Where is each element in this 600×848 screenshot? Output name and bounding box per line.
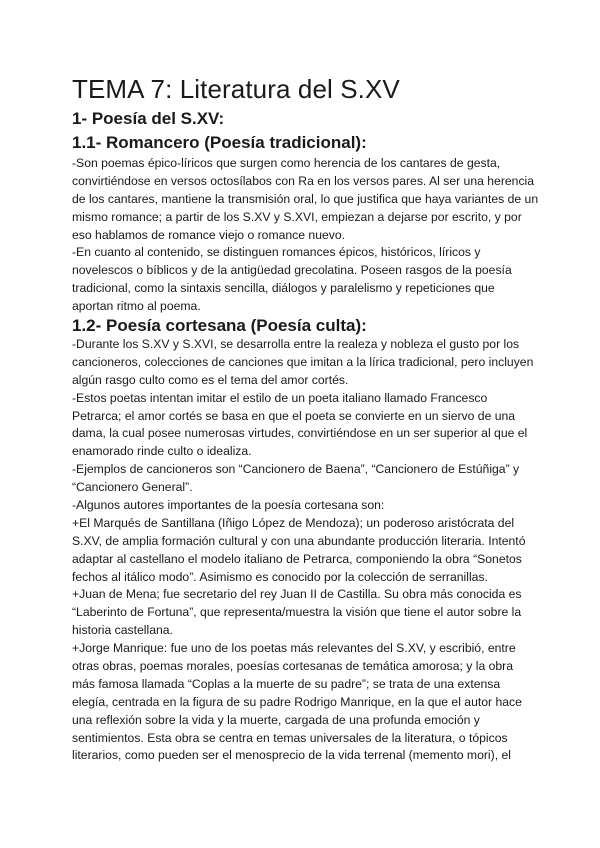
text-line: una reflexión sobre la vida y la muerte, cargada de una profunda emoción y bbox=[72, 712, 480, 727]
section-heading-poesia-sxv: 1- Poesía del S.XV: bbox=[72, 109, 225, 128]
text-line: -Algunos autores importantes de la poesía cortesana son: bbox=[72, 498, 385, 513]
text-line: “Cancionero General”. bbox=[72, 480, 193, 495]
text-line: -Ejemplos de cancioneros son “Cancionero de Baena”, “Cancionero de Estúñiga” y bbox=[72, 462, 520, 477]
text-line: fechos al itálico modo”. Asimismo es conocido por la colección de serranillas. bbox=[72, 569, 488, 584]
text-line: algún rasgo culto como es el tema del amor cortés. bbox=[72, 372, 349, 387]
text-line: más famosa llamada “Coplas a la muerte de su padre”; se trata de una extensa bbox=[72, 676, 501, 691]
page-title: TEMA 7: Literatura del S.XV bbox=[72, 74, 400, 104]
text-line: -En cuanto al contenido, se distinguen romances épicos, históricos, líricos y bbox=[72, 245, 481, 260]
text-line: -Durante los S.XV y S.XVI, se desarrolla entre la realeza y nobleza el gusto por los bbox=[72, 337, 520, 351]
text-line: de los cantares, mantiene la transmisión oral, lo que justifica que haya variantes de un bbox=[72, 191, 539, 206]
text-line: adaptar al castellano el modelo italiano de Petrarca, componiendo la obra “Sonetos bbox=[72, 551, 522, 566]
text-line: literarios, como pueden ser el menosprecio de la vida terrenal (memento mori), el bbox=[72, 748, 511, 763]
text-line: cancioneros, colecciones de canciones que imitan a la lírica tradicional, pero incluyen bbox=[72, 354, 534, 369]
text-line: -Estos poetas intentan imitar el estilo de un poeta italiano llamado Francesco bbox=[72, 390, 488, 405]
text-line: tradicional, como la sintaxis sencilla, diálogos y paralelismo y repeticiones que bbox=[72, 281, 495, 296]
text-line: aportan ritmo al poema. bbox=[72, 299, 201, 314]
text-line: dama, la cual posee numerosas virtudes, convirtiéndose en un ser superior al que el bbox=[72, 426, 528, 441]
text-line: mismo romance; a partir de los S.XV y S.XVI, empiezan a dejarse por escrito, y por bbox=[72, 209, 522, 224]
romancero-paragraphs bbox=[72, 155, 539, 316]
text-line: historia castellana. bbox=[72, 623, 173, 638]
text-line: otras obras, poemas morales, poesías cortesanas de temática amorosa; y la obra bbox=[72, 659, 513, 674]
text-line: +El Marqués de Santillana (Iñigo López de Mendoza); un poderoso aristócrata del bbox=[72, 515, 515, 530]
text-line: -Son poemas épico-líricos que surgen como herencia de los cantares de gesta, bbox=[72, 156, 501, 170]
text-line: “Laberinto de Fortuna”, que representa/muestra la visión que tiene el autor sobre la bbox=[72, 605, 522, 620]
text-line: Petrarca; el amor cortés se basa en que el poeta se convierte en un siervo de una bbox=[72, 408, 516, 423]
text-line: novelescos o bíblicos y de la antigüedad grecolatina. Poseen rasgos de la poesía bbox=[72, 263, 512, 278]
text-line: sentimientos. Esta obra se centra en temas universales de la literatura, o tópicos bbox=[72, 730, 508, 745]
text-line: eso hablamos de romance viejo o romance nuevo. bbox=[72, 227, 346, 242]
poesia-cortesana-paragraphs bbox=[72, 336, 532, 765]
text-line: elegía, centrada en la figura de su padre Rodrigo Manrique, en la que el autor hace bbox=[72, 694, 522, 709]
text-line: enamorado rinde culto o idealiza. bbox=[72, 444, 252, 459]
text-line: +Juan de Mena; fue secretario del rey Juan II de Castilla. Su obra más conocida es bbox=[72, 587, 522, 602]
subsection-heading-romancero: 1.1- Romancero (Poesía tradicional): bbox=[72, 133, 367, 152]
text-line: convirtiéndose en versos octosílabos con Ra en los versos pares. Al ser una herencia bbox=[72, 173, 535, 188]
text-line: S.XV, de amplia formación cultural y con una abundante producción literaria. Intentó bbox=[72, 533, 526, 548]
text-line: +Jorge Manrique: fue uno de los poetas más relevantes del S.XV, y escribió, entre bbox=[72, 641, 516, 656]
subsection-heading-poesia-cortesana: 1.2- Poesía cortesana (Poesía culta): bbox=[72, 316, 367, 335]
